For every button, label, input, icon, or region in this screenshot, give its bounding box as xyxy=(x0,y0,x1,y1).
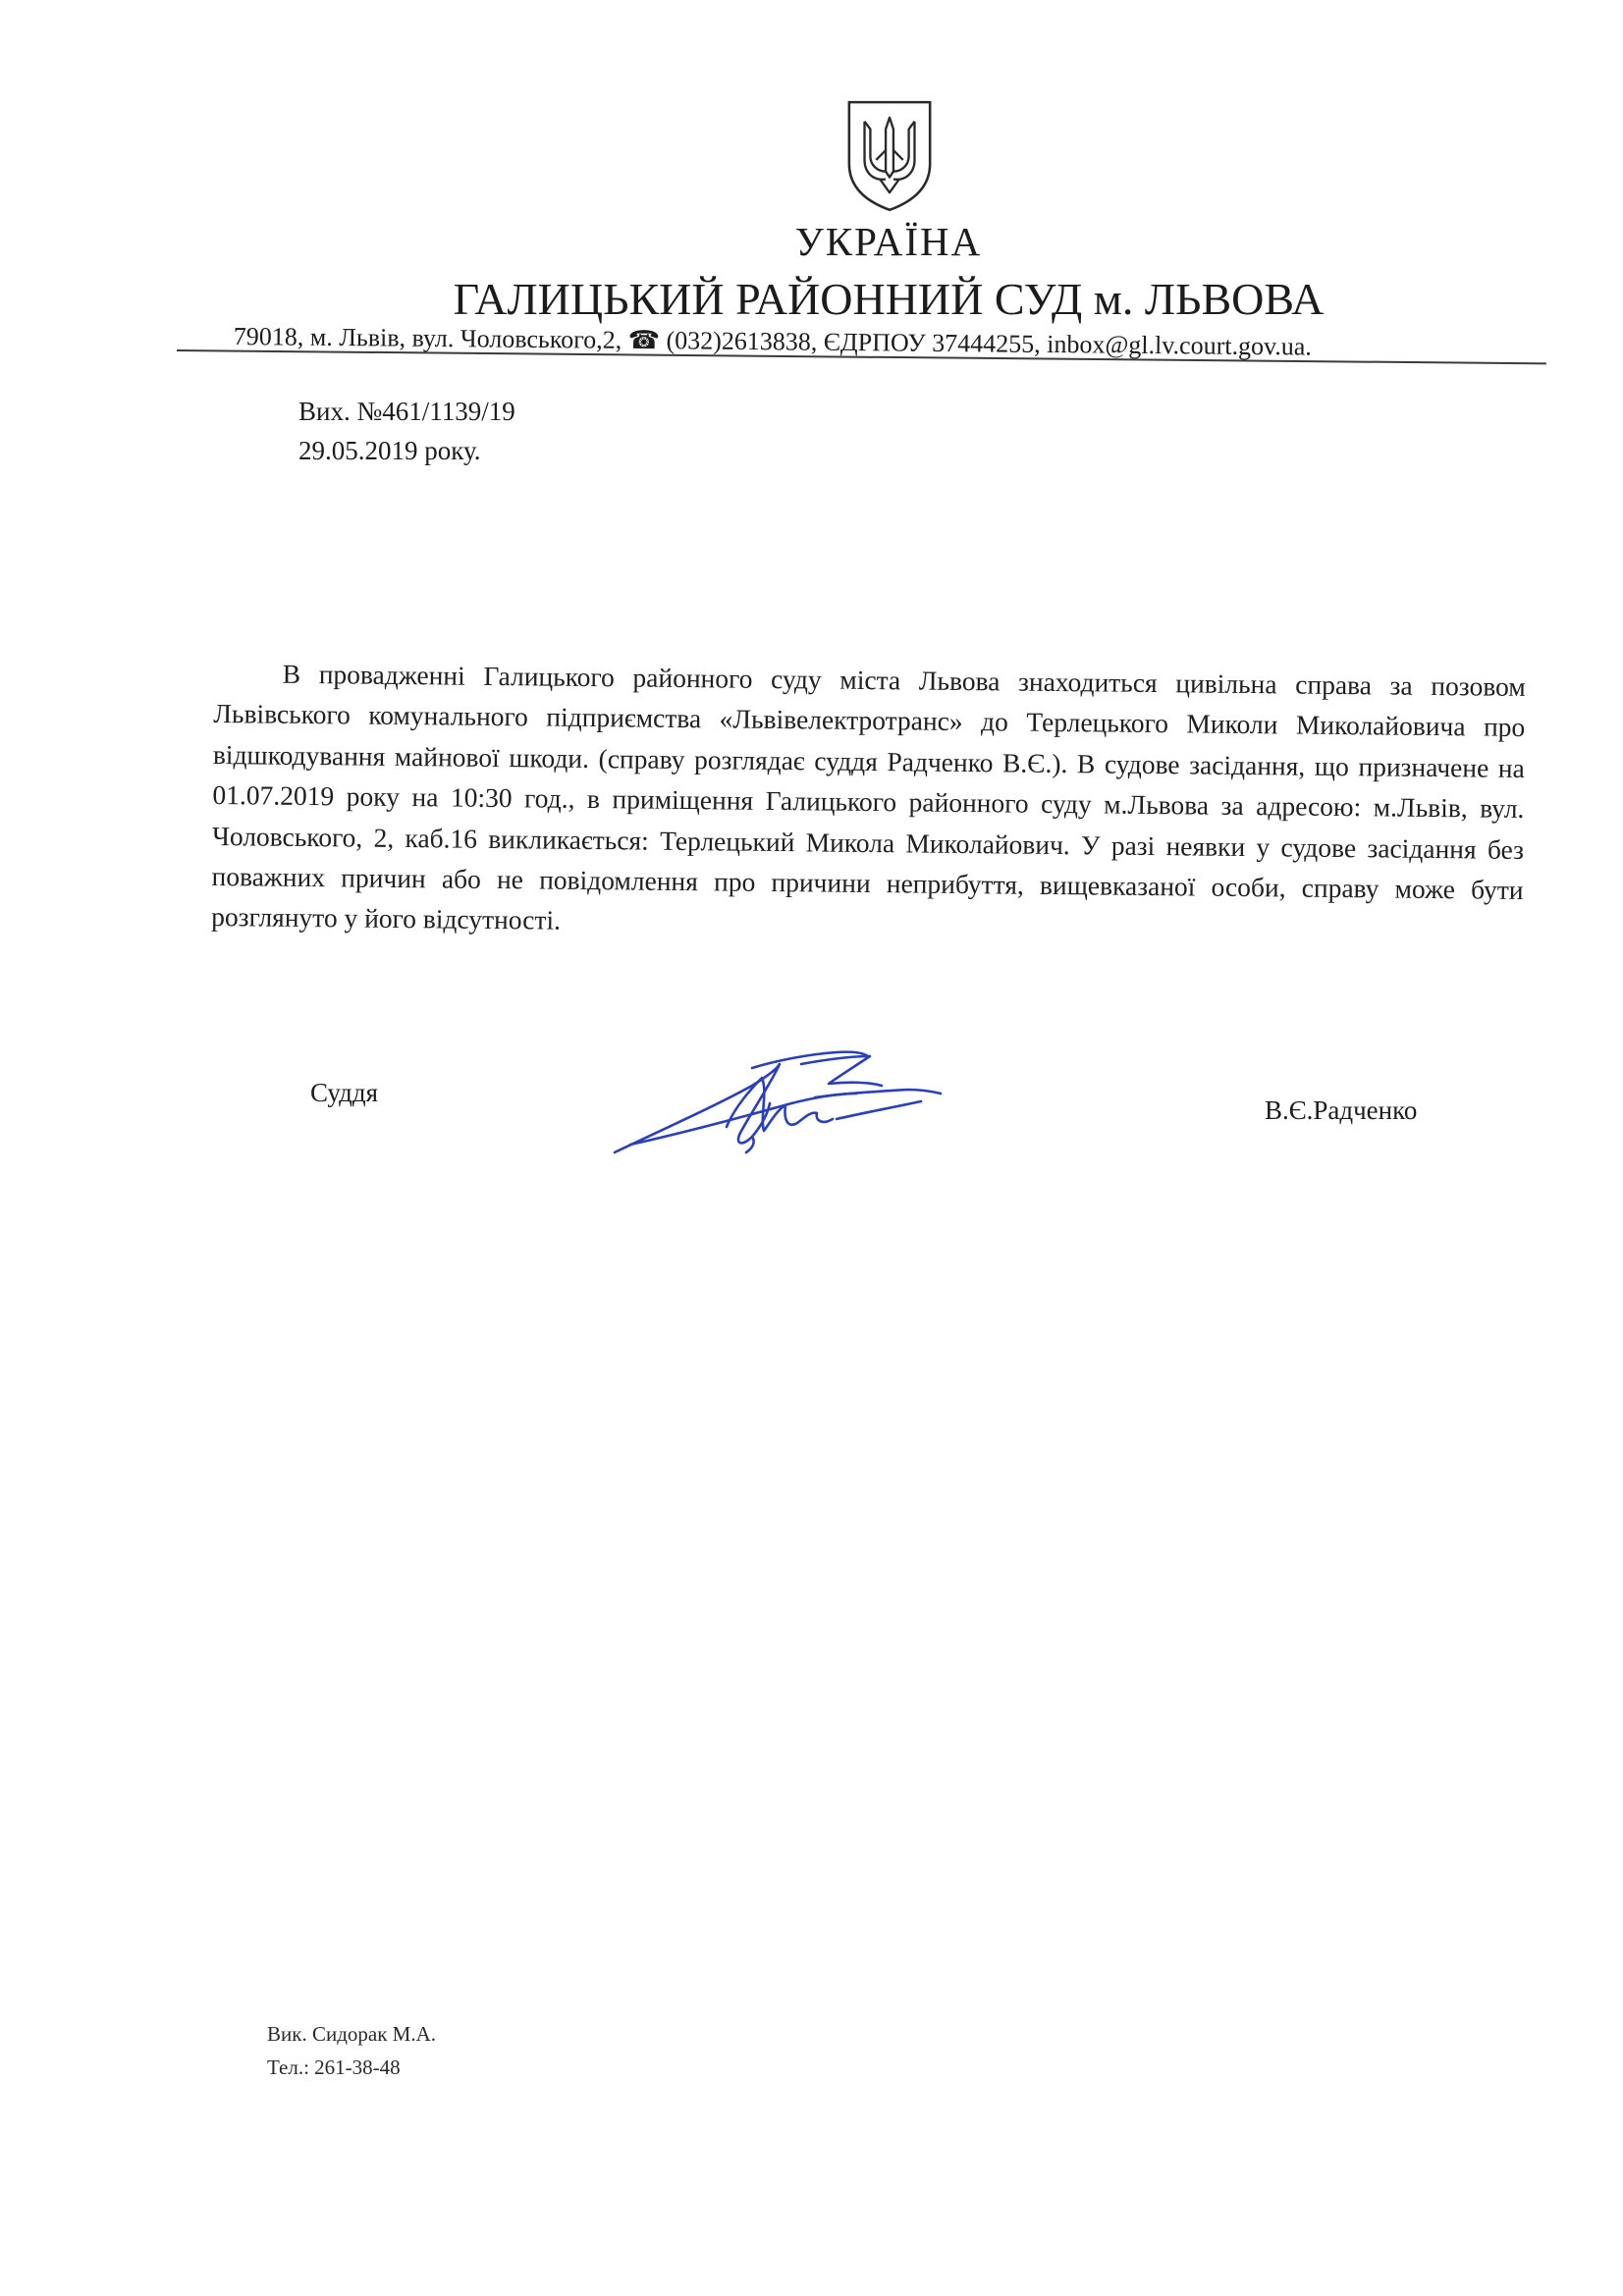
court-name: ГАЛИЦЬКИЙ РАЙОННИЙ СУД м. ЛЬВОВА xyxy=(453,274,1325,324)
handwritten-signature xyxy=(605,1039,950,1166)
executor-phone: Тел.: 261-38-48 xyxy=(267,2056,401,2079)
executor-name: Вик. Сидорак М.А. xyxy=(267,2022,436,2046)
court-address: 79018, м. Львів, вул. Чоловського,2, ☎ (032)2613838, ЄДРПОУ 37444255, inbox@gl.lv.court.gov.ua. xyxy=(233,322,1313,361)
signatory-title: Суддя xyxy=(310,1078,379,1107)
signatory-name: В.Є.Радченко xyxy=(1265,1095,1418,1125)
country-name: УКРАЇНА xyxy=(794,219,983,264)
outgoing-number: Вих. №461/1139/19 xyxy=(298,397,515,426)
summons-paragraph: В провадженні Галицького районного суду міста Львова знаходиться цивільна справа за позовом Львівського комунального підприємства «Львівелектротранс» до Терлецького Миколи Миколайовича про відшкодування майнової шкоди. (справу розглядає суддя Радченко В.Є.). В судове засідання, що призначене на 01.07.2019 року на 10:30 год., в приміщення Галицького районного суду м.Львова за адресою: м.Львів, вул. Чоловського, 2, каб.16 викликається: Терлецький Микола Миколайович. У разі неявки у судове засідання без поважних причин або не повідомлення про причини неприбуття, вищевказаної особи, справу може бути розглянуто у його відсутності. xyxy=(211,658,1526,936)
trident-coat-of-arms-icon xyxy=(841,96,938,214)
outgoing-date: 29.05.2019 року. xyxy=(298,436,481,465)
